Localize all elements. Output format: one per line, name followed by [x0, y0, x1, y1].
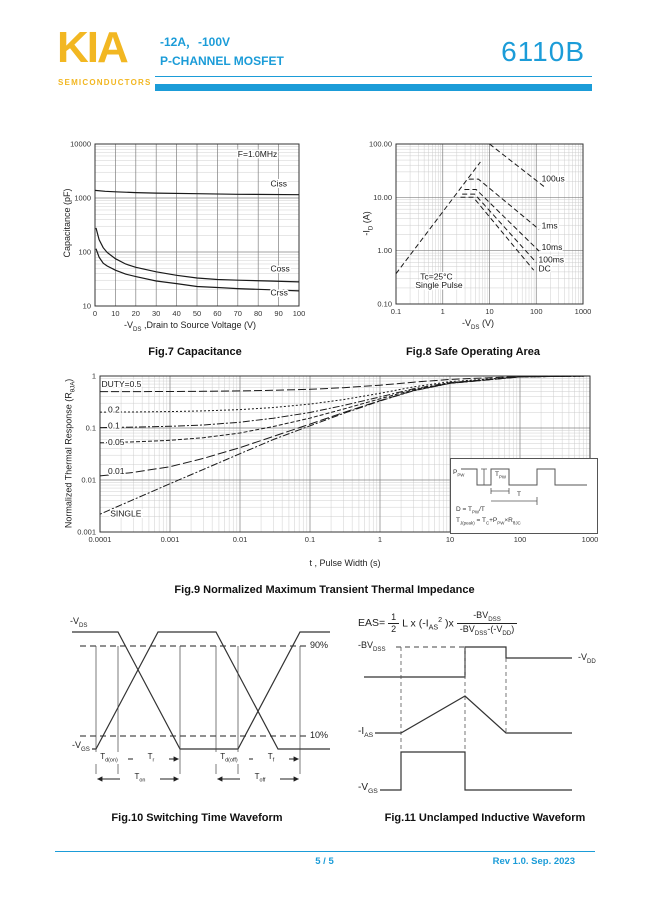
eas-half-fraction: $\frac{1}{2}$ — [388, 612, 399, 634]
page-number: 5 / 5 — [315, 856, 334, 867]
revision-text: Rev 1.0. Sep. 2023 — [492, 856, 575, 867]
svg-text:1: 1 — [377, 535, 383, 544]
rating-line: -12A，-100V — [160, 35, 231, 49]
svg-text:1: 1 — [440, 307, 445, 316]
eas-mid: L x ($-I_{AS}^2$ )x — [402, 615, 454, 632]
fig8-plot — [358, 138, 598, 320]
svg-text:60: 60 — [213, 309, 222, 318]
fig7-y-axis-title: Capacitance (pF) — [62, 188, 72, 258]
fig7-capacitance-chart — [55, 138, 305, 338]
svg-text:SINGLE: SINGLE — [110, 508, 142, 519]
t-off-label: $T_{off}$ — [240, 772, 280, 784]
svg-text:90: 90 — [274, 309, 283, 318]
svg-text:80: 80 — [254, 309, 263, 318]
svg-text:30: 30 — [152, 309, 161, 318]
svg-text:DC: DC — [538, 263, 551, 274]
svg-text:100: 100 — [78, 247, 91, 257]
pulse-train-diagram — [451, 461, 595, 505]
fig10-switching-waveform — [66, 616, 336, 806]
svg-text:70: 70 — [233, 309, 242, 318]
bvdss-label: $-BV_{DSS}$ — [358, 640, 386, 653]
svg-text:0.001: 0.001 — [77, 527, 96, 537]
svg-text:0: 0 — [92, 309, 98, 318]
tr-label: $T_r$ — [133, 752, 169, 764]
svg-text:100us: 100us — [541, 173, 565, 184]
ias-label: $-I_{AS}$ — [358, 726, 374, 739]
tf-label: $T_f$ — [253, 752, 289, 764]
kia-logo-subtext: SEMICONDUCTORS — [58, 78, 152, 87]
svg-text:Ciss: Ciss — [270, 178, 287, 189]
eas-formula — [358, 610, 517, 637]
ppw-label: $P_{PW}$ — [453, 469, 465, 478]
header-rule-thick — [155, 84, 592, 91]
svg-text:10.00: 10.00 — [373, 192, 392, 202]
svg-text:0.0001: 0.0001 — [88, 535, 112, 544]
svg-text:0.01: 0.01 — [107, 466, 125, 477]
fig9-x-axis-title: t , Pulse Width (s) — [309, 558, 381, 568]
tpw-label: $T_{PW}$ — [495, 471, 507, 480]
svg-text:DUTY=0.5: DUTY=0.5 — [101, 378, 142, 389]
svg-text:10: 10 — [111, 309, 120, 318]
eas-voltage-fraction: $\frac{-BV_{DSS}}{-BV_{DSS}-(-V_{DD})}$ — [457, 610, 517, 637]
svg-text:0.1: 0.1 — [304, 535, 316, 544]
svg-text:1: 1 — [91, 371, 96, 381]
fig7-caption: Fig.7 Capacitance — [148, 346, 242, 358]
svg-text:Tc=25°C: Tc=25°C — [420, 271, 453, 282]
svg-text:10000: 10000 — [70, 139, 91, 149]
vds-label: $-V_{DS}$ — [70, 616, 88, 629]
svg-text:1.00: 1.00 — [377, 246, 392, 256]
fig9-y-axis-title: Normalized Thermal Response $(R_{\theta JA})$ — [63, 378, 77, 529]
svg-text:0.10: 0.10 — [377, 299, 392, 309]
svg-text:Single Pulse: Single Pulse — [415, 279, 463, 290]
kia-logo: KIA — [57, 23, 127, 72]
fig10-caption: Fig.10 Switching Time Waveform — [111, 812, 283, 824]
fig8-soa-chart — [358, 138, 598, 338]
td-on-label: $T_{d(on)}$ — [90, 752, 128, 764]
svg-text:1000: 1000 — [74, 193, 91, 203]
svg-text:0.01: 0.01 — [81, 475, 96, 485]
fig7-plot — [55, 138, 305, 320]
svg-text:100.00: 100.00 — [369, 139, 392, 149]
vgs-label: $-V_{GS}$ — [72, 740, 90, 753]
svg-text:1000: 1000 — [574, 307, 592, 316]
eas-lhs: EAS= — [358, 617, 386, 630]
svg-text:40: 40 — [172, 309, 181, 318]
level-90-label: 90% — [310, 640, 329, 650]
svg-text:10ms: 10ms — [541, 242, 563, 253]
svg-text:10: 10 — [82, 301, 91, 311]
svg-text:100ms: 100ms — [538, 254, 565, 265]
vgs-label-fig11: $-V_{GS}$ — [358, 782, 378, 795]
svg-text:0.1: 0.1 — [85, 423, 96, 433]
footer-rule — [55, 851, 595, 852]
svg-text:0.1: 0.1 — [107, 420, 120, 431]
t-on-label: $T_{on}$ — [120, 772, 160, 784]
fig9-caption: Fig.9 Normalized Maximum Transient Thermal Impedance — [174, 584, 475, 596]
device-type-line: P-CHANNEL MOSFET — [160, 54, 284, 69]
svg-text:0.001: 0.001 — [160, 535, 180, 544]
fig11-unclamped-waveform — [356, 610, 626, 805]
svg-text:Crss: Crss — [270, 287, 288, 298]
svg-text:Coss: Coss — [270, 263, 290, 274]
fig8-y-axis-title: $-I_D$ (A) — [361, 211, 375, 236]
fig8-caption: Fig.8 Safe Operating Area — [405, 346, 541, 358]
svg-text:F=1.0MHz: F=1.0MHz — [237, 148, 278, 159]
svg-text:1000: 1000 — [581, 535, 599, 544]
header-rule-thin — [155, 76, 592, 77]
svg-text:0.1: 0.1 — [390, 307, 402, 316]
tjpeak-formula: $T_{J(peak)} = T_C+P_{PW}\times R_{\theta JC}$ — [456, 517, 521, 526]
period-label: T — [517, 491, 521, 498]
svg-text:10: 10 — [445, 535, 455, 544]
svg-text:0.2: 0.2 — [107, 404, 120, 415]
svg-text:20: 20 — [131, 309, 140, 318]
fig8-x-axis-title: $-V_{DS}$ (V) — [462, 318, 494, 331]
fig10-diagram — [66, 616, 336, 791]
svg-text:1ms: 1ms — [541, 220, 558, 231]
svg-text:0.01: 0.01 — [232, 535, 248, 544]
svg-text:100: 100 — [513, 535, 527, 544]
level-10-label: 10% — [310, 730, 329, 740]
fig7-x-axis-title: $-V_{DS}$ ,Drain to Source Voltage (V) — [123, 320, 257, 333]
duty-cycle-inset — [450, 458, 598, 534]
svg-text:100: 100 — [292, 309, 306, 318]
fig11-diagram — [356, 643, 614, 801]
device-summary — [160, 33, 284, 71]
svg-text:100: 100 — [529, 307, 543, 316]
svg-text:0.05: 0.05 — [107, 437, 125, 448]
fig11-caption: Fig.11 Unclamped Inductive Waveform — [384, 812, 586, 824]
part-number: 6110B — [501, 36, 585, 67]
duty-formula: $D = T_{PW}/T$ — [456, 506, 485, 515]
svg-text:50: 50 — [192, 309, 202, 318]
vdd-label: $-V_{DD}$ — [578, 652, 596, 665]
svg-text:10: 10 — [485, 307, 494, 316]
fig9-thermal-chart — [58, 366, 643, 578]
td-off-label: $T_{d(off)}$ — [209, 752, 249, 764]
